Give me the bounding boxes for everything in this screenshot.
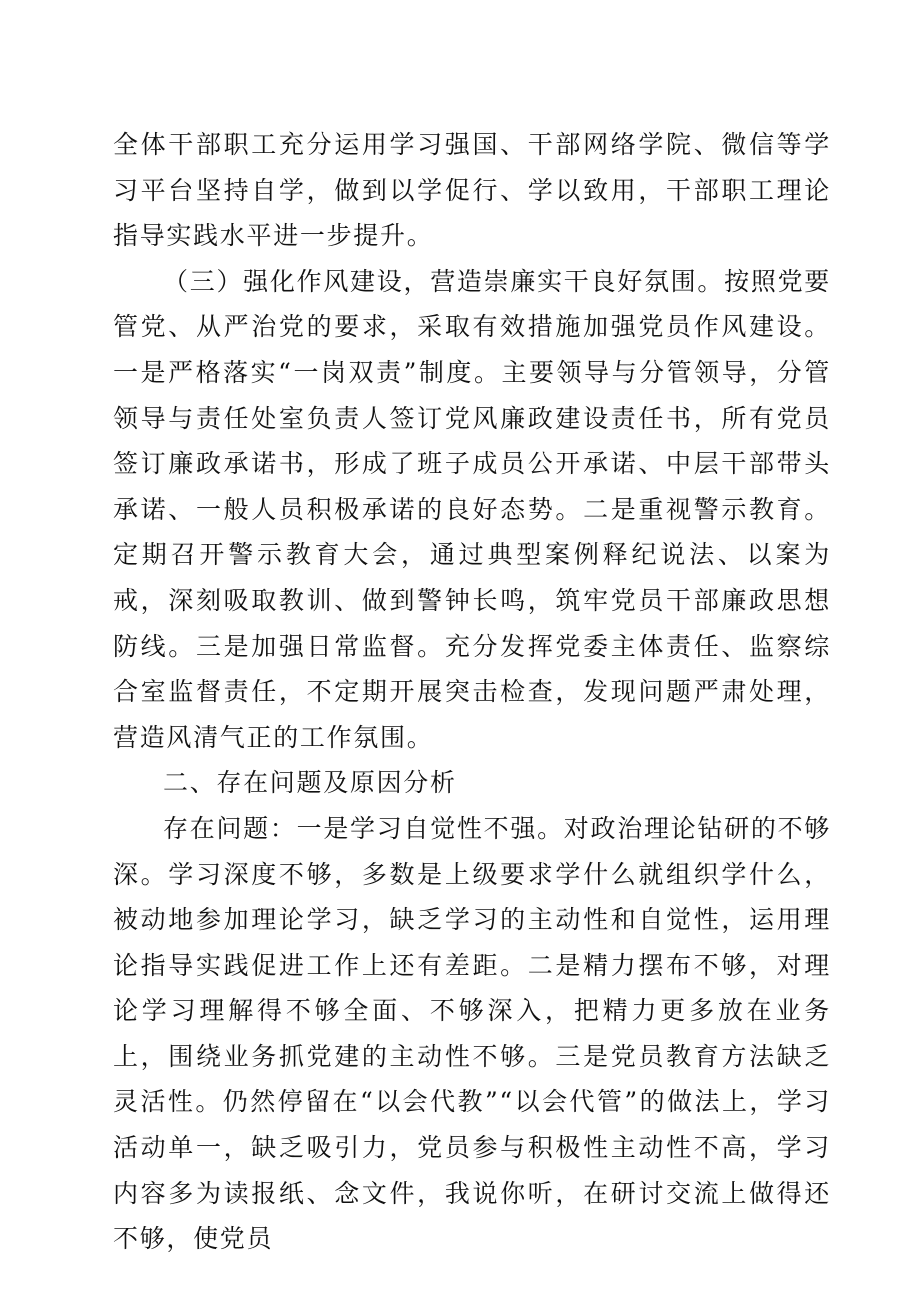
paragraph-existing-problems: 存在问题：一是学习自觉性不强。对政治理论钻研的不够深。学习深度不够，多数是上级要求学什么就组织学什么，被动地参加理论学习，缺乏学习的主动性和自觉性，运用理论指导实践促进工作上还有差距。二是精力摆布不够，对理论学习理解得不够全面、不够深入，把精力更多放在业务上，围绕业务抓党建的主动性不够。三是党员教育方法缺乏灵活性。仍然停留在“以会代教”“以会代管”的做法上，学习活动单一，缺乏吸引力，党员参与积极性主动性不高，学习内容多为读报纸、念文件，我说你听，在研讨交流上做得还不够，使党员: [113, 813, 831, 1254]
paragraph-section-three-work-style: （三）强化作风建设，营造崇廉实干良好氛围。按照党要管党、从严治党的要求，采取有效措施加强党员作风建设。一是严格落实“一岗双责”制度。主要领导与分管领导，分管领导与责任处室负责人签订党风廉政建设责任书，所有党员签订廉政承诺书，形成了班子成员公开承诺、中层干部带头承诺、一般人员积极承诺的良好态势。二是重视警示教育。定期召开警示教育大会，通过典型案例释纪说法、以案为戒，深刻吸取教训、做到警钟长鸣，筑牢党员干部廉政思想防线。三是加强日常监督。充分发挥党委主体责任、监察综合室监督责任，不定期开展突击检查，发现问题严肃处理，营造风清气正的工作氛围。: [113, 266, 831, 752]
section-heading-problems-analysis: 二、存在问题及原因分析: [163, 768, 457, 798]
paragraph-continuation-study-platforms: 全体干部职工充分运用学习强国、干部网络学院、微信等学习平台坚持自学，做到以学促行、学以致用，干部职工理论指导实践水平进一步提升。: [113, 130, 831, 251]
document-body: [113, 122, 831, 1262]
